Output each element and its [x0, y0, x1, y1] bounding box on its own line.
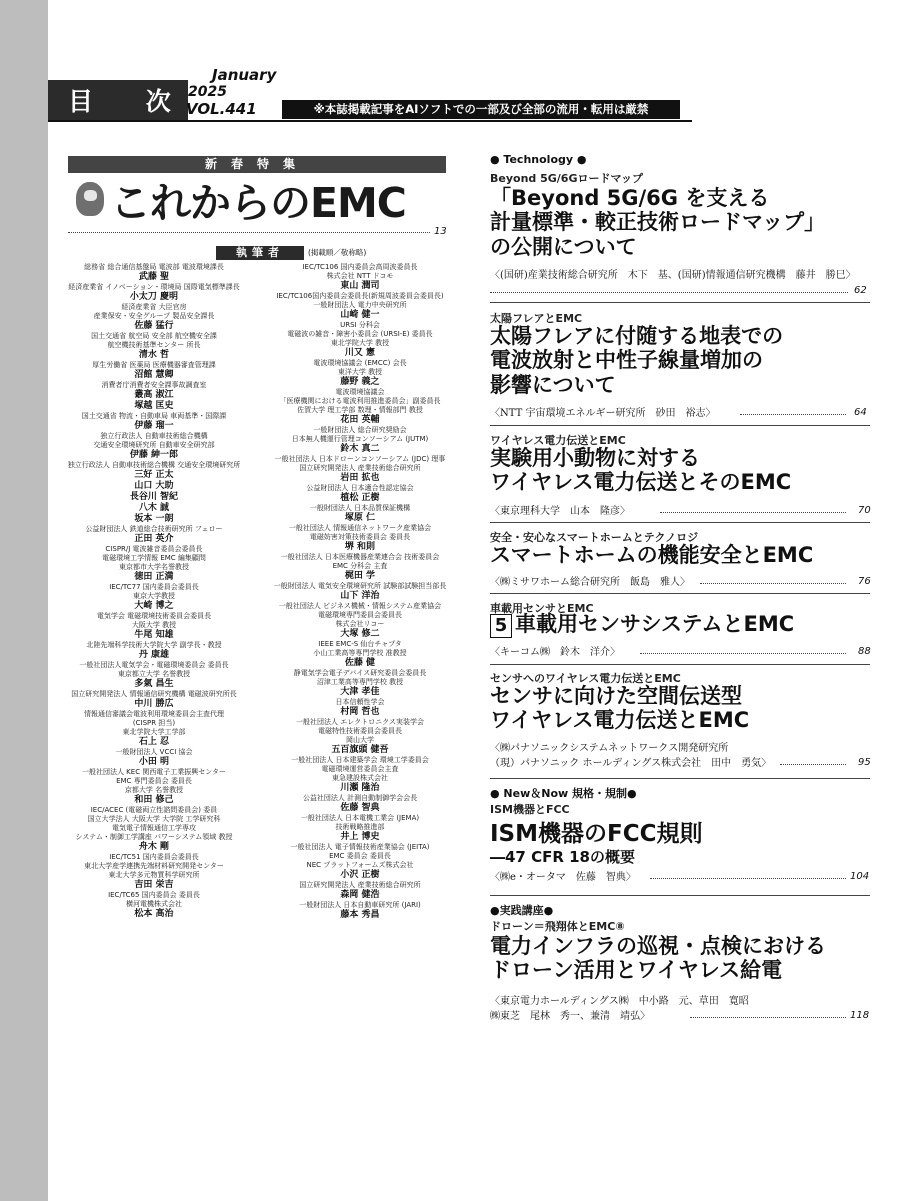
article-title-line: センサに向けた空間伝送型	[490, 684, 742, 708]
article-page: 104	[850, 871, 870, 882]
author-name: 大津 孝佳	[340, 687, 380, 697]
author-affiliation: 電磁妨害対策技術委員会 委員長	[309, 533, 411, 541]
article-authors: 〈キーコム㈱ 鈴木 洋介〉	[490, 647, 620, 658]
author-name: 藤本 秀昌	[340, 910, 380, 920]
article-divider	[490, 425, 870, 426]
copyright-notice: ※本誌掲載記事をAIソフトでの一部及び全部の流用・転用は厳禁	[282, 100, 680, 119]
author-name: 武藤 聖	[138, 272, 170, 282]
author-affiliation: URSI 分科会	[340, 321, 380, 329]
author-name: 牛尾 知雄	[134, 630, 174, 640]
author-affiliation: 小山工業高等専門学校 准教授	[313, 649, 407, 657]
author-affiliation: 消費者庁消費者安全課事故調査室	[101, 381, 207, 389]
authors-heading: 執筆者	[216, 246, 304, 260]
article-title-line: 太陽フレアに付随する地表での	[490, 324, 784, 348]
article-title[interactable]	[490, 543, 813, 567]
author-name: 岩田 拡也	[340, 473, 380, 483]
author-affiliation: 一般社団法人 日本医療機器産業連合会 技術委員会	[280, 553, 440, 561]
author-name: 藤野 義之	[340, 377, 380, 387]
article-authors: 〈㈱e・オータマ 佐藤 智典〉	[490, 872, 636, 883]
author-affiliation: 一般社団法人 情報通信ネットワーク産業協会	[288, 524, 432, 532]
author-name: 松本 高治	[134, 909, 174, 919]
author-affiliation: 交通安全環境研究所 自動車安全研究部	[93, 441, 215, 449]
practice-label: ●実践講座●	[490, 904, 554, 917]
page-gutter	[0, 0, 48, 1201]
new-now-label: ● New＆Now 規格・規制●	[490, 787, 637, 800]
header-rule	[48, 120, 692, 122]
author-affiliation: 経済産業省 イノベーション・環境局 国際電気標準課長	[68, 283, 240, 291]
author-affiliation: 東北大学産学連携先端材料研究開発センター	[84, 862, 224, 870]
author-affiliation: 一般社団法人 ビジネス機械・情報システム産業協会	[278, 602, 442, 610]
leader-dots	[650, 878, 846, 879]
issue-year: 2025	[188, 84, 227, 100]
article-title-line: ワイヤレス電力伝送とそのEMC	[490, 470, 792, 495]
article-title[interactable]	[490, 324, 783, 397]
author-affiliation: 日本無人機運行管理コンソーシアム (JUTM)	[291, 435, 429, 443]
author-name: 坂本 一朗	[134, 514, 174, 524]
issue-month: January	[212, 66, 277, 84]
author-name: 塚越 匡史	[134, 401, 174, 411]
article-divider	[490, 664, 870, 665]
author-affiliation: 東北学院大学工学部	[122, 728, 186, 736]
article-authors: 〈東京電力ホールディングス㈱ 中小路 元、草田 寛昭	[490, 996, 749, 1007]
author-name: 山崎 健一	[340, 310, 380, 320]
author-affiliation: 一般財団法人 VCCI 協会	[115, 748, 193, 756]
author-affiliation: 国立研究開発法人 情報通信研究機構 電磁波研究所長	[71, 690, 237, 698]
author-name: 叢高 淑江	[134, 390, 174, 400]
author-affiliation: 東京都市大学名誉教授	[119, 563, 189, 571]
author-affiliation: 電磁波の雑音・障害小委員会 (URSI-E) 委員長	[287, 330, 433, 338]
author-affiliation: IEC/TC51 国内委員会委員長	[109, 853, 199, 861]
article-page: 76	[858, 576, 871, 587]
author-affiliation: 技術戦略推進部	[335, 823, 385, 831]
author-affiliation: 佐賀大学 理工学部 数理・情報部門 教授	[297, 406, 423, 414]
author-affiliation: 公益財団法人 鉄道総合技術研究所 フェロー	[85, 525, 223, 533]
author-affiliation: 横河電機株式会社	[126, 900, 182, 908]
article-subtitle: ワイヤレス電力伝送とEMC	[490, 434, 626, 447]
feature-leader	[68, 232, 430, 233]
article-subtitle: Beyond 5G/6Gロードマップ	[490, 172, 644, 185]
author-affiliation: 航空機技術基準センター 所長	[107, 341, 201, 349]
author-affiliation: 国土交通省 物流・自動車局 車両基準・国際課	[81, 412, 227, 420]
author-affiliation: 一般社団法人 日本建築学会 環境工学委員会	[291, 756, 429, 764]
issue-volume: VOL.441	[186, 100, 257, 118]
article-title[interactable]	[490, 934, 826, 983]
author-name: 清水 哲	[138, 350, 170, 360]
author-affiliation: IEC/TC65 国内委員会 委員長	[108, 891, 200, 899]
author-affiliation: 電磁環境運営委員会主査	[321, 765, 399, 773]
author-name: 大塚 修二	[340, 629, 380, 639]
article-subtitle: 太陽フレアとEMC	[490, 312, 583, 325]
author-affiliation: EMC 委員会 委員長	[329, 852, 391, 860]
article-title-line: の公開について	[490, 234, 637, 259]
author-affiliation: 情報通信審議会電波利用環境委員会主査代理	[84, 710, 224, 718]
article-subtitle: 安全・安心なスマートホームとテクノロジ	[490, 531, 699, 544]
author-affiliation: 株式会社リコー	[335, 620, 385, 628]
article-subtitle: センサへのワイヤレス電力伝送とEMC	[490, 672, 681, 685]
feature-band: 新春特集	[68, 156, 446, 173]
author-name: 小沢 正樹	[340, 870, 380, 880]
leader-dots	[780, 764, 846, 765]
part-number-box: 5	[490, 614, 512, 638]
author-affiliation: 東北学院大学 教授	[330, 339, 390, 347]
author-affiliation: 静電気学会電子デバイス研究委員会委員長	[293, 669, 427, 677]
author-name: 佐藤 猛行	[134, 321, 174, 331]
article-title-line: ドローン活用とワイヤレス給電	[490, 958, 783, 983]
author-name: 石上 忍	[138, 737, 170, 747]
author-affiliation: 経済産業省 大臣官房	[121, 303, 187, 311]
article-title[interactable]	[490, 612, 794, 638]
author-affiliation: EMC 分科会 主査	[332, 562, 388, 570]
author-affiliation: 国土交通省 航空局 安全部 航空機安全課	[91, 332, 217, 340]
leader-dots	[740, 414, 846, 415]
author-affiliation: 日本信頼性学会	[335, 698, 385, 706]
article-authors: 〈東京理科大学 山本 隆彦〉	[490, 506, 630, 517]
leader-dots	[690, 1017, 846, 1018]
author-affiliation: 岡山大学	[346, 736, 374, 744]
author-affiliation: 電磁環境専門委員会委員長	[318, 611, 402, 619]
daruma-icon	[76, 182, 104, 216]
author-affiliation: 東急建設株式会社	[332, 774, 388, 782]
article-page: 95	[858, 757, 871, 768]
author-affiliation: 産業保安・安全グループ 製品安全課長	[93, 312, 215, 320]
article-title-line: 実験用小動物に対する	[490, 446, 700, 470]
author-name: 佐藤 智典	[340, 803, 380, 813]
toc-title: 目 次	[68, 87, 193, 116]
article-title-line: 電波放射と中性子線量増加の	[490, 348, 763, 373]
author-affiliation: 電磁環境工学情報 EMC 編集顧問	[102, 554, 206, 562]
article-page: 64	[854, 407, 867, 418]
author-affiliation: 一般社団法人 KEC 関西電子工業振興センター	[81, 768, 227, 776]
author-name: 堺 和則	[344, 542, 376, 552]
author-affiliation: 京都大学 名誉教授	[124, 786, 184, 794]
author-name: 花田 英輔	[340, 415, 380, 425]
author-name: 中川 勝広	[134, 699, 174, 709]
author-name: 多氣 昌生	[134, 679, 174, 689]
author-affiliation: 一般財団法人 総合研究奨励会	[313, 426, 407, 434]
author-name: 森岡 健浩	[340, 890, 380, 900]
article-title-line: 車載用センサシステムとEMC	[515, 612, 795, 636]
author-name: 鈴木 真二	[340, 444, 380, 454]
author-affiliation: IEEE EMC-S 仙台チャプタ	[318, 640, 402, 648]
article-title-sub: ―47 CFR 18の概要	[490, 848, 635, 866]
article-title[interactable]: ISM機器のFCC規則	[490, 821, 703, 847]
article-divider	[490, 593, 870, 594]
author-affiliation: 一般社団法人 電子情報技術産業協会 (JEITA)	[290, 843, 430, 851]
article-authors: 〈(国研)産業技術総合研究所 木下 基、(国研)情報通信研究機構 藤井 勝巳〉	[490, 270, 856, 281]
article-authors: ㈱東芝 尾林 秀一、兼清 靖弘〉	[490, 1011, 650, 1022]
article-authors: （現）パナソニック ホールディングス株式会社 田中 勇気〉	[490, 758, 772, 769]
author-affiliation: 一般財団法人 日本品質保証機構	[309, 504, 411, 512]
technology-label: ● Technology ●	[490, 153, 587, 166]
author-affiliation: 一般社団法人 日本電機工業会 (JEMA)	[300, 814, 420, 822]
author-name: 山下 洋治	[340, 591, 380, 601]
article-divider	[490, 302, 870, 303]
article-title-line: スマートホームの機能安全とEMC	[490, 543, 814, 567]
author-name: 塚原 仁	[344, 513, 376, 523]
author-name: 吉田 栄吉	[134, 880, 174, 890]
article-title-line: 計量標準・較正技術ロードマップ」	[490, 210, 826, 235]
author-name: 徳田 正満	[134, 572, 174, 582]
leader-dots	[660, 512, 846, 513]
article-title[interactable]	[490, 684, 749, 733]
article-page: 88	[858, 646, 871, 657]
article-subtitle: ISM機器とFCC	[490, 803, 570, 816]
author-affiliation: 東洋大学 教授	[337, 368, 383, 376]
article-page: 70	[858, 505, 871, 516]
author-name: 丹 康雄	[138, 650, 170, 660]
author-name: 川瀬 隆治	[340, 783, 380, 793]
article-page: 118	[850, 1010, 870, 1021]
article-authors: 〈NTT 宇宙環境エネルギー研究所 砂田 裕志〉	[490, 408, 716, 419]
author-affiliation: 北陸先端科学技術大学院大学 副学長・教授	[86, 641, 222, 649]
article-divider	[490, 778, 870, 779]
author-name: 川又 憲	[344, 348, 376, 358]
author-name: 正田 英介	[134, 534, 174, 544]
article-title-line: 電力インフラの巡視・点検における	[490, 934, 826, 958]
author-affiliation: 電波環境協議会 (EMCC) 会長	[313, 359, 407, 367]
author-affiliation: 国立研究開発法人 産業技術総合研究所	[299, 464, 421, 472]
author-name: 沼館 慧卿	[134, 370, 174, 380]
article-divider	[490, 895, 870, 896]
author-affiliation: 一般財団法人 電気安全環境研究所 試験部試験担当部長	[273, 582, 447, 590]
author-affiliation: EMC 専門委員会 委員長	[116, 777, 192, 785]
author-affiliation: IEC/ACEC (電磁両立性諮問委員会) 委員	[90, 806, 218, 814]
author-affiliation: 株式会社 NTT ドコモ	[326, 272, 394, 280]
author-name: 長谷川 智紀	[129, 492, 179, 502]
author-name: 山口 大助	[134, 481, 174, 491]
author-name: 伊藤 紳一郎	[129, 450, 179, 460]
author-affiliation: IEC/TC106国内委員会委員長(新規周波委員会委員長)	[276, 292, 444, 300]
author-affiliation: (CISPR 担当)	[132, 719, 176, 727]
author-name: 舟木 剛	[138, 842, 170, 852]
article-title-line: ワイヤレス電力伝送とEMC	[490, 708, 750, 733]
author-affiliation: 公益財団法人 日本適合性認定協会	[306, 484, 414, 492]
author-affiliation: 電気電子情報通信工学専攻	[112, 824, 196, 832]
author-name: 植松 正樹	[340, 493, 380, 503]
article-divider	[490, 522, 870, 523]
author-name: 和田 修己	[134, 795, 174, 805]
author-affiliation: 独立行政法人 自動車技術総合機構 交通安全環境研究所	[67, 461, 241, 469]
author-affiliation: 一般社団法人電気学会・電磁環境委員会 委員長	[79, 661, 229, 669]
author-affiliation: IEC/TC106 国内委員会高周波委員長	[302, 263, 418, 271]
author-name: 佐藤 健	[344, 658, 376, 668]
author-affiliation: 電磁特性技術委員会委員長	[318, 727, 402, 735]
author-affiliation: 総務省 総合通信基盤局 電波部 電波環境課長	[84, 263, 224, 271]
author-affiliation: 沼津工業高等専門学校 教授	[316, 678, 404, 686]
author-name: 伊藤 瑠一	[134, 421, 174, 431]
author-name: 三好 正太	[134, 470, 174, 480]
author-name: 五百旗頭 健吾	[331, 745, 389, 755]
author-affiliation: システム・制御工学講座 パワーシステム領域 教授	[75, 833, 233, 841]
author-affiliation: 一般社団法人 日本ドローンコンソーシアム (JDC) 理事	[274, 455, 446, 463]
author-name: 村岡 哲也	[340, 707, 380, 717]
author-name: 八木 誠	[138, 503, 170, 513]
author-affiliation: 東京大学教授	[133, 592, 175, 600]
feature-title: これからのEMC	[110, 179, 406, 227]
author-affiliation: 東北大学多元物質科学研究所	[108, 871, 200, 879]
article-authors: 〈㈱パナソニックシステムネットワークス開発研究所	[490, 743, 729, 754]
author-name: 小田 明	[138, 757, 170, 767]
authors-column-1	[50, 263, 258, 920]
author-affiliation: 独立行政法人 自動車技術総合機構	[100, 432, 208, 440]
author-affiliation: 電波環境協議会	[335, 388, 385, 396]
author-affiliation: 一般財団法人 日本自動車研究所 (JARI)	[299, 901, 421, 909]
author-name: 小太刀 慶明	[129, 292, 179, 302]
author-affiliation: 大阪大学 教授	[131, 621, 177, 629]
author-affiliation: 東京都立大学 名誉教授	[117, 670, 191, 678]
article-title[interactable]	[490, 186, 825, 259]
author-affiliation: 厚生労働省 医薬局 医療機器審査管理課	[92, 361, 216, 369]
author-affiliation: 一般財団法人 電力中央研究所	[313, 301, 407, 309]
author-affiliation: CISPR/J 電波雑音委員会委員長	[105, 545, 203, 553]
author-affiliation: 国立研究開発法人 産業技術総合研究所	[299, 881, 421, 889]
article-page: 62	[854, 285, 867, 296]
author-name: 井上 博史	[340, 832, 380, 842]
author-affiliation: NEC プラットフォームズ株式会社	[306, 861, 414, 869]
feature-page: 13	[434, 226, 447, 237]
authors-column-2	[256, 263, 464, 921]
author-affiliation: 国立大学法人 大阪大学 大学院 工学研究科	[87, 815, 221, 823]
author-affiliation: IEC/TC77 国内委員会委員長	[109, 583, 199, 591]
author-name: 大崎 博之	[134, 601, 174, 611]
article-subtitle: 車載用センサとEMC	[490, 602, 594, 615]
author-name: 梶田 学	[344, 571, 376, 581]
author-affiliation: 一般社団法人 エレクトロニクス実装学会	[295, 718, 424, 726]
author-affiliation: 「医療機関における電波利用推進委員会」副委員長	[279, 397, 441, 405]
article-subtitle: ドローン＝飛翔体とEMC⑧	[490, 920, 625, 933]
author-affiliation: 公益社団法人 計測自動制御学会会長	[302, 794, 418, 802]
author-affiliation: 電気学会 電磁環境技術委員会委員長	[96, 612, 212, 620]
leader-dots	[490, 292, 848, 293]
leader-dots	[700, 583, 846, 584]
article-title-line: 「Beyond 5G/6G を支える	[490, 186, 770, 210]
article-title-line: 影響について	[490, 372, 616, 397]
article-title[interactable]	[490, 446, 791, 495]
article-authors: 〈㈱ミサワホーム総合研究所 飯島 雅人〉	[490, 577, 690, 588]
leader-dots	[640, 653, 846, 654]
author-name: 東山 潤司	[340, 281, 380, 291]
authors-note: (掲載順／敬称略)	[308, 248, 367, 257]
